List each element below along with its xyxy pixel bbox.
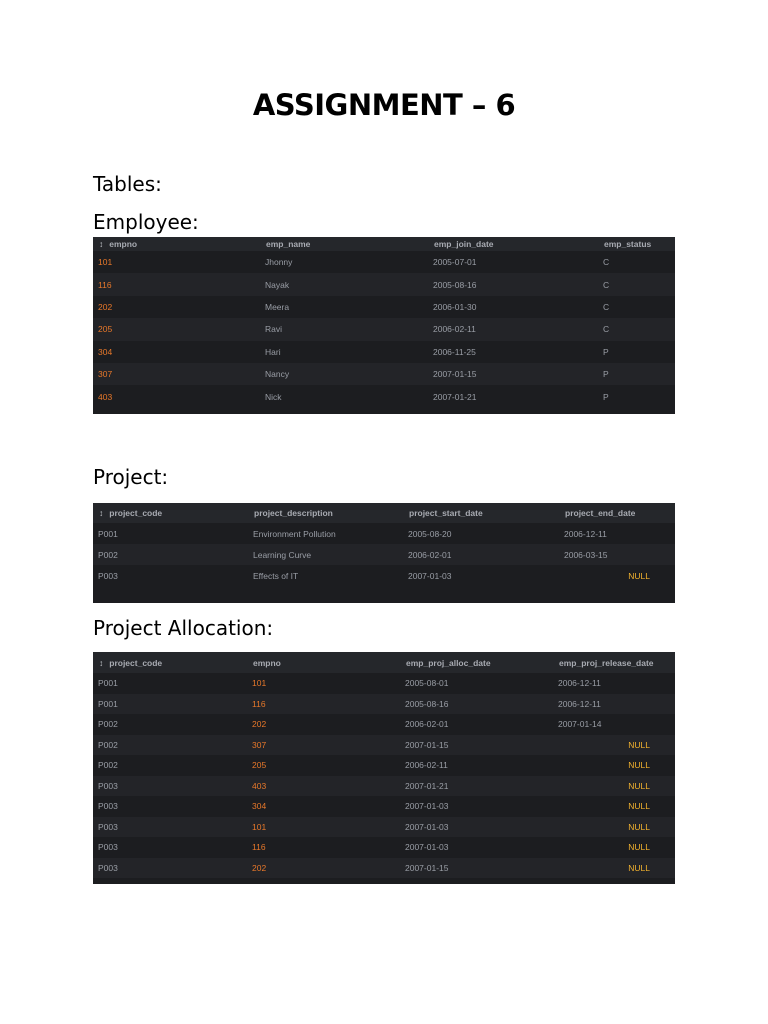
table-cell-emp-join-date: 2006-01-30 bbox=[433, 301, 477, 312]
table-row[interactable] bbox=[93, 523, 675, 544]
table-cell-emp-join-date: 2006-02-11 bbox=[428, 318, 598, 340]
table-cell-emp-status: C bbox=[598, 318, 675, 340]
column-header-emp-name[interactable] bbox=[260, 237, 428, 251]
column-header-project-code[interactable] bbox=[93, 503, 248, 523]
table-row[interactable] bbox=[93, 251, 675, 273]
column-header-label: project_code bbox=[109, 657, 163, 668]
table-row[interactable] bbox=[93, 714, 675, 735]
table-cell-project-code: P003 bbox=[93, 817, 247, 838]
table-cell-empno: 307 bbox=[247, 735, 400, 756]
column-header-emp-proj-release-date[interactable] bbox=[553, 652, 675, 673]
table-row[interactable] bbox=[93, 341, 675, 363]
column-header-label: emp_name bbox=[266, 239, 311, 249]
column-header-label: project_description bbox=[254, 508, 333, 518]
table-cell-emp-join-date: 2007-01-21 bbox=[433, 391, 477, 402]
table-cell-project-code: P001 bbox=[93, 694, 247, 715]
column-header-label: project_start_date bbox=[409, 508, 483, 518]
table-cell-project-code: P001 bbox=[98, 678, 118, 689]
table-cell-project-code: P002 bbox=[93, 735, 247, 756]
table-cell-emp-status: P bbox=[603, 346, 609, 357]
table-cell-emp-proj-alloc-date: 2007-01-21 bbox=[400, 776, 553, 797]
table-cell-empno: 403 bbox=[247, 776, 400, 797]
table-cell-project-start-date: 2007-01-03 bbox=[408, 570, 452, 581]
page-title: ASSIGNMENT – 6 bbox=[252, 88, 516, 122]
table-cell-empno: 202 bbox=[247, 858, 400, 879]
table-cell-emp-join-date: 2005-07-01 bbox=[433, 257, 477, 268]
table-row[interactable] bbox=[93, 776, 675, 797]
column-header-empno[interactable] bbox=[93, 237, 260, 251]
table-cell-emp-name: Ravi bbox=[260, 318, 428, 340]
table-cell-project-description: Learning Curve bbox=[248, 544, 403, 565]
table-cell-emp-proj-alloc-date: 2006-02-11 bbox=[405, 760, 448, 771]
table-cell-empno: 205 bbox=[252, 760, 267, 771]
table-cell-emp-join-date: 2007-01-15 bbox=[428, 363, 598, 385]
table-cell-emp-name: Nancy bbox=[260, 363, 428, 385]
column-header-label: empno bbox=[253, 657, 281, 668]
allocation-heading: Project Allocation: bbox=[93, 616, 274, 640]
employee-grid bbox=[93, 237, 675, 408]
table-cell-emp-proj-alloc-date: 2007-01-15 bbox=[400, 858, 553, 879]
table-cell-empno: 116 bbox=[252, 842, 266, 853]
table-cell-emp-name: Meera bbox=[265, 301, 290, 312]
table-cell-emp-proj-release-date: NULL bbox=[553, 776, 675, 797]
table-row[interactable] bbox=[93, 296, 675, 318]
table-row[interactable] bbox=[93, 544, 675, 565]
table-cell-empno: 304 bbox=[98, 346, 113, 357]
sort-icon[interactable]: ↕ bbox=[99, 508, 104, 518]
table-cell-empno: 101 bbox=[98, 257, 113, 268]
table-row[interactable] bbox=[93, 273, 675, 295]
table-row[interactable] bbox=[93, 385, 675, 407]
table-row[interactable] bbox=[93, 837, 675, 858]
column-header-emp-status[interactable] bbox=[598, 237, 675, 251]
table-row[interactable] bbox=[93, 755, 675, 776]
table-cell-emp-proj-alloc-date: 2005-08-01 bbox=[405, 678, 449, 689]
table-cell-emp-proj-release-date: NULL bbox=[628, 801, 650, 812]
table-cell-project-description: Environment Pollution bbox=[253, 528, 336, 539]
table-cell-emp-proj-release-date: NULL bbox=[553, 735, 675, 756]
table-cell-project-code: P001 bbox=[98, 528, 118, 539]
table-cell-empno: 403 bbox=[98, 391, 113, 402]
table-header-row bbox=[93, 503, 675, 523]
column-header-label: emp_proj_alloc_date bbox=[406, 657, 491, 668]
table-cell-project-start-date: 2005-08-20 bbox=[408, 528, 452, 539]
column-header-emp-join-date[interactable] bbox=[428, 237, 598, 251]
table-cell-empno: 205 bbox=[93, 318, 260, 340]
table-cell-project-code: P003 bbox=[93, 776, 247, 797]
table-cell-emp-proj-release-date: 2006-12-11 bbox=[553, 694, 675, 715]
column-header-project-code[interactable] bbox=[93, 652, 247, 673]
column-header-label: project_code bbox=[109, 508, 163, 518]
employee-heading: Employee: bbox=[93, 210, 199, 234]
table-cell-project-code: P003 bbox=[98, 801, 118, 812]
table-cell-emp-proj-alloc-date: 2005-08-16 bbox=[400, 694, 553, 715]
table-header-row bbox=[93, 237, 675, 251]
table-cell-emp-proj-release-date: 2007-01-14 bbox=[558, 719, 602, 730]
table-cell-project-end-date: NULL bbox=[628, 570, 650, 581]
table-cell-empno: 202 bbox=[252, 719, 267, 730]
project-table bbox=[93, 503, 675, 603]
column-header-project-description[interactable] bbox=[248, 503, 403, 523]
tables-label: Tables: bbox=[93, 172, 162, 196]
table-cell-emp-proj-release-date: NULL bbox=[628, 760, 650, 771]
table-cell-emp-proj-alloc-date: 2007-01-15 bbox=[400, 735, 553, 756]
table-cell-project-code: P002 bbox=[98, 760, 118, 771]
column-header-emp-proj-alloc-date[interactable] bbox=[400, 652, 553, 673]
table-cell-empno: 116 bbox=[93, 273, 260, 295]
project-heading: Project: bbox=[93, 465, 169, 489]
table-row[interactable] bbox=[93, 858, 675, 879]
column-header-label: emp_status bbox=[604, 239, 652, 249]
table-row[interactable] bbox=[93, 673, 675, 694]
project-grid bbox=[93, 503, 675, 586]
table-cell-emp-join-date: 2006-11-25 bbox=[433, 346, 476, 357]
table-cell-project-end-date: 2006-03-15 bbox=[559, 544, 675, 565]
table-row[interactable] bbox=[93, 735, 675, 756]
table-cell-project-code: P002 bbox=[93, 544, 248, 565]
table-row[interactable] bbox=[93, 694, 675, 715]
table-cell-empno: 304 bbox=[252, 801, 267, 812]
column-header-label: empno bbox=[109, 239, 138, 249]
table-cell-emp-proj-alloc-date: 2007-01-03 bbox=[405, 801, 449, 812]
table-cell-emp-proj-alloc-date: 2007-01-03 bbox=[400, 817, 553, 838]
table-cell-emp-proj-release-date: NULL bbox=[628, 842, 650, 853]
table-cell-emp-proj-release-date: 2006-12-11 bbox=[558, 678, 601, 689]
allocation-table bbox=[93, 652, 675, 884]
table-cell-emp-join-date: 2005-08-16 bbox=[428, 273, 598, 295]
table-cell-emp-status: C bbox=[603, 301, 610, 312]
table-row[interactable] bbox=[93, 565, 675, 586]
table-header-row bbox=[93, 652, 675, 673]
table-cell-project-code: P002 bbox=[98, 719, 118, 730]
table-cell-emp-name: Nick bbox=[265, 391, 282, 402]
table-row[interactable] bbox=[93, 796, 675, 817]
table-cell-emp-proj-alloc-date: 2006-02-01 bbox=[405, 719, 449, 730]
table-cell-project-code: P003 bbox=[98, 570, 118, 581]
table-cell-project-code: P003 bbox=[93, 858, 247, 879]
table-cell-empno: 101 bbox=[247, 817, 400, 838]
table-cell-project-end-date: 2006-12-11 bbox=[564, 528, 607, 539]
employee-table bbox=[93, 237, 675, 414]
sort-icon[interactable]: ↕ bbox=[99, 239, 104, 249]
sort-icon[interactable]: ↕ bbox=[99, 657, 104, 668]
table-cell-empno: 202 bbox=[98, 301, 113, 312]
table-cell-project-code: P003 bbox=[98, 842, 118, 853]
table-row[interactable] bbox=[93, 363, 675, 385]
column-header-project-end-date[interactable] bbox=[559, 503, 675, 523]
table-cell-emp-status: P bbox=[603, 391, 609, 402]
table-cell-empno: 307 bbox=[93, 363, 260, 385]
table-cell-emp-proj-alloc-date: 2007-01-03 bbox=[405, 842, 449, 853]
column-header-label: emp_proj_release_date bbox=[559, 657, 654, 668]
table-cell-emp-status: C bbox=[598, 273, 675, 295]
table-cell-emp-proj-release-date: NULL bbox=[553, 817, 675, 838]
table-cell-emp-status: P bbox=[598, 363, 675, 385]
table-row[interactable] bbox=[93, 318, 675, 340]
column-header-label: emp_join_date bbox=[434, 239, 494, 249]
table-cell-emp-status: C bbox=[603, 257, 610, 268]
column-header-project-start-date[interactable] bbox=[403, 503, 559, 523]
table-cell-empno: 101 bbox=[252, 678, 267, 689]
table-cell-emp-name: Jhonny bbox=[265, 257, 293, 268]
allocation-grid bbox=[93, 652, 675, 878]
table-cell-emp-name: Nayak bbox=[260, 273, 428, 295]
table-cell-project-start-date: 2006-02-01 bbox=[403, 544, 559, 565]
column-header-empno[interactable] bbox=[247, 652, 400, 673]
table-cell-emp-proj-release-date: NULL bbox=[553, 858, 675, 879]
column-header-label: project_end_date bbox=[565, 508, 636, 518]
table-cell-emp-name: Hari bbox=[265, 346, 281, 357]
table-cell-empno: 116 bbox=[247, 694, 400, 715]
table-cell-project-description: Effects of IT bbox=[253, 570, 299, 581]
table-row[interactable] bbox=[93, 817, 675, 838]
